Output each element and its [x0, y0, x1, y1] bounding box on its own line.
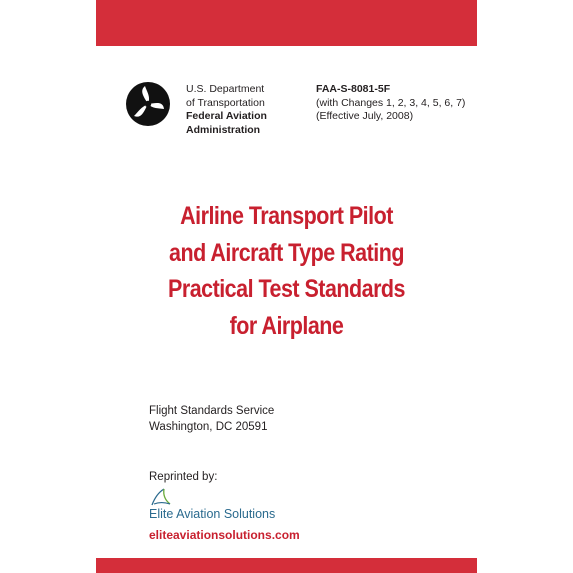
top-red-band	[96, 0, 477, 46]
title-line-1: Airline Transport Pilot	[180, 202, 393, 230]
elite-aviation-logo-icon	[150, 487, 172, 507]
reprint-label: Reprinted by:	[149, 471, 218, 483]
document-changes: (with Changes 1, 2, 3, 4, 5, 6, 7)	[316, 96, 466, 109]
document-number: FAA-S-8081-5F	[316, 83, 391, 95]
document-effective-date: (Effective July, 2008)	[316, 110, 414, 122]
publisher-name: Elite Aviation Solutions	[149, 507, 276, 521]
title-line-2: and Aircraft Type Rating	[169, 238, 404, 267]
cover-title	[123, 198, 451, 344]
dot-triskelion-icon	[125, 81, 171, 127]
agency-line-1: U.S. Department	[186, 83, 265, 95]
issuer-address: Washington, DC 20591	[149, 421, 268, 433]
agency-line-3: Federal Aviation	[186, 110, 267, 122]
agency-line-2: of Transportation	[186, 96, 265, 109]
publisher-url[interactable]: eliteaviationsolutions.com	[149, 528, 300, 542]
document-info	[316, 83, 465, 124]
bottom-red-band	[96, 558, 477, 573]
agency-line-4: Administration	[186, 123, 261, 136]
agency-block	[186, 83, 267, 137]
title-line-3: Practical Test Standards	[168, 275, 405, 303]
issuer-block	[149, 403, 274, 435]
issuer-service: Flight Standards Service	[149, 405, 275, 417]
title-line-4: for Airplane	[229, 311, 344, 340]
